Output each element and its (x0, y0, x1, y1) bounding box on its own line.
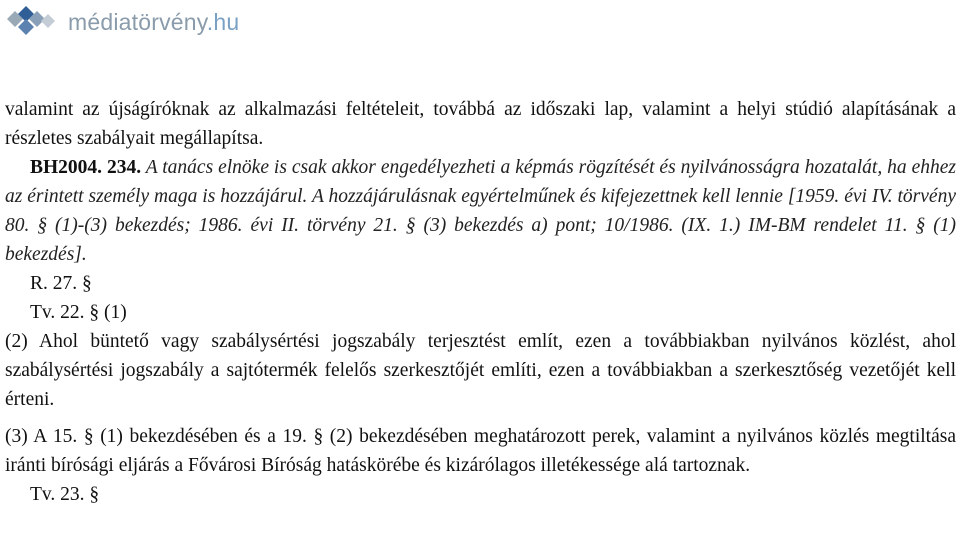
site-logo[interactable] (4, 4, 239, 40)
court-decision-ref: BH2004. 234. (30, 157, 142, 178)
reference-tv22: Tv. 22. § (1) (30, 302, 127, 323)
diamond-logo-icon (4, 4, 66, 40)
reference-tv23: Tv. 23. § (30, 484, 100, 505)
paragraph-intro: valamint az újságíróknak az alkalmazási feltételeit, továbbá az időszaki lap, valamint a helyi stúdió alapításának a részletes szabályait megállapítsa. (5, 99, 956, 149)
logo-text-main: médiatörvény (68, 8, 207, 35)
logo-text-accent: .hu (206, 8, 240, 35)
paragraph-2: (2) Ahol büntető vagy szabálysértési jogszabály terjesztést említ, ezen a továbbiakban nyilvános közlést, ahol szabálysértési jogszabály a sajtótermék felelős szerkesztőjét említi, ezen a továbbiakban a szerkesztőség vezetőjét kell érteni. (5, 331, 956, 410)
court-decision-block (5, 153, 956, 269)
logo-text (68, 9, 239, 36)
paragraph-3: (3) A 15. § (1) bekezdésében és a 19. § (2) bekezdésében meghatározott perek, valamint a nyilvános közlés megtiltása iránti bírósági eljárás a Fővárosi Bíróság hatáskörébe és kizárólagos illetékessége alá tartoznak. (5, 426, 956, 476)
court-decision-text: A tanács elnöke is csak akkor engedélyezheti a képmás rögzítését és nyilvánosságra hozatalát, ha ehhez az érintett személy maga is hozzájárul. A hozzájárulásnak egyértelműnek és kifejezettnek kell lennie [1959. évi IV. törvény 80. § (1)-(3) bekezdés; 1986. évi II. törvény 21. § (3) bekezdés a) pont; 10/1986. (IX. 1.) IM-BM rendelet 11. § (1) bekezdés]. (5, 157, 956, 265)
document-body (5, 95, 956, 509)
reference-r27: R. 27. § (30, 273, 92, 294)
